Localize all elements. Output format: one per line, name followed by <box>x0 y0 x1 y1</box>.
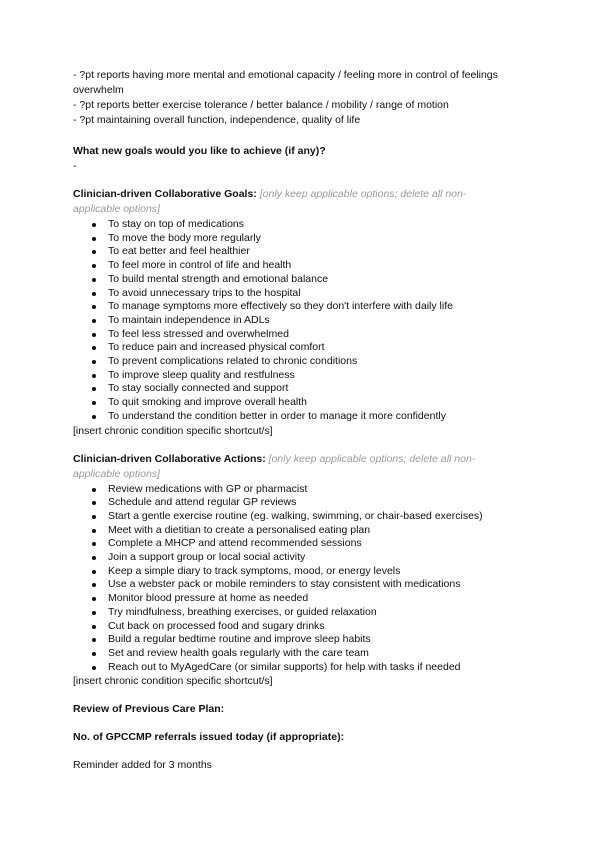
list-item: To build mental strength and emotional balance <box>87 273 543 287</box>
collab-actions-footer: [insert chronic condition specific shortcut/s] <box>73 675 273 688</box>
collab-goals-footer: [insert chronic condition specific shortcut/s] <box>73 424 273 437</box>
list-item: To quit smoking and improve overall health <box>87 396 543 410</box>
list-item: Cut back on processed food and sugary drinks <box>87 620 543 634</box>
intro-line: - ?pt reports having more mental and emotional capacity / feeling more in control of feelings overwhelm <box>73 69 498 96</box>
collab-actions-note: [only keep applicable options; delete all non-applicable options] <box>73 452 476 480</box>
list-item: Monitor blood pressure at home as needed <box>87 592 543 606</box>
document-page <box>73 68 543 773</box>
collab-goals-note: [only keep applicable options; delete all non-applicable options] <box>73 188 467 215</box>
list-item: To reduce pain and increased physical comfort <box>87 341 543 355</box>
list-item: To improve sleep quality and restfulness <box>87 369 543 383</box>
referrals-heading: No. of GPCCMP referrals issued today (if appropriate): <box>73 731 345 744</box>
list-item: To prevent complications related to chronic conditions <box>87 355 543 369</box>
list-item: Start a gentle exercise routine (eg. walking, swimming, or chair-based exercises) <box>87 510 543 524</box>
intro-line: - ?pt maintaining overall function, independence, quality of life <box>73 114 361 126</box>
list-item: Schedule and attend regular GP reviews <box>87 496 543 510</box>
list-item: To understand the condition better in order to manage it more confidently <box>87 410 543 424</box>
list-item: To move the body more regularly <box>87 232 543 246</box>
new-goals-answer: - <box>73 160 77 172</box>
list-item: Set and review health goals regularly with the care team <box>87 647 543 661</box>
list-item: Meet with a dietitian to create a personalised eating plan <box>87 524 543 538</box>
collab-goals-section <box>73 187 543 439</box>
list-item: To stay socially connected and support <box>87 382 543 396</box>
new-goals-heading: What new goals would you like to achieve (if any)? <box>73 145 326 157</box>
list-item: Complete a MHCP and attend recommended sessions <box>87 537 543 551</box>
collab-goals-heading: Clinician-driven Collaborative Goals: <box>73 188 257 200</box>
reminder-text: Reminder added for 3 months <box>73 759 212 772</box>
collab-actions-list <box>73 483 543 675</box>
list-item: To eat better and feel healthier <box>87 245 543 259</box>
collab-goals-list <box>73 218 543 424</box>
list-item: Reach out to MyAgedCare (or similar supports) for help with tasks if needed <box>87 661 543 675</box>
list-item: Join a support group or local social activity <box>87 551 543 565</box>
collab-goals-header <box>73 187 493 217</box>
collab-actions-heading: Clinician-driven Collaborative Actions: <box>73 452 266 465</box>
list-item: Try mindfulness, breathing exercises, or guided relaxation <box>87 606 543 620</box>
list-item: To feel more in control of life and health <box>87 259 543 273</box>
list-item: To maintain independence in ADLs <box>87 314 543 328</box>
list-item: To avoid unnecessary trips to the hospital <box>87 287 543 301</box>
collab-actions-header <box>73 452 493 482</box>
intro-line: - ?pt reports better exercise tolerance / better balance / mobility / range of motion <box>73 99 449 111</box>
list-item: Review medications with GP or pharmacist <box>87 483 543 497</box>
list-item: To manage symptoms more effectively so they don't interfere with daily life <box>87 300 543 314</box>
list-item: To feel less stressed and overwhelmed <box>87 328 543 342</box>
list-item: Build a regular bedtime routine and improve sleep habits <box>87 633 543 647</box>
list-item: To stay on top of medications <box>87 218 543 232</box>
list-item: Keep a simple diary to track symptoms, mood, or energy levels <box>87 565 543 579</box>
collab-actions-section <box>73 452 543 690</box>
review-heading: Review of Previous Care Plan: <box>73 703 225 716</box>
list-item: Use a webster pack or mobile reminders to stay consistent with medications <box>87 578 543 592</box>
intro-block <box>73 68 543 128</box>
new-goals-section <box>73 144 543 174</box>
